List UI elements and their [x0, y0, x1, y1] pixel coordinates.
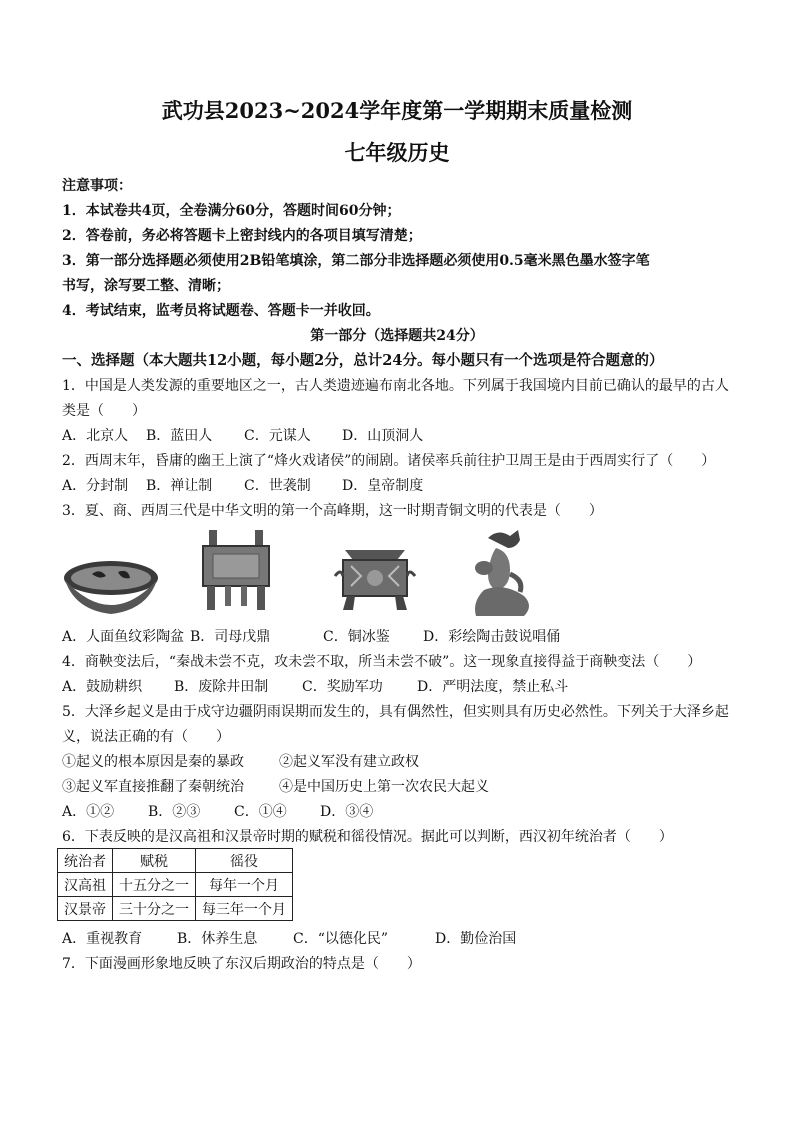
option-b[interactable]: B．禅让制 — [146, 478, 213, 494]
question-1-stem-cont: 类是（ ） — [62, 403, 146, 419]
table-header-row — [58, 849, 293, 873]
note-item: 2．答卷前，务必将答题卡上密封线内的各项目填写清楚； — [62, 228, 422, 244]
option-c[interactable]: C．铜冰鉴 — [323, 629, 390, 645]
drummer-figurine-image — [470, 528, 540, 620]
option-b[interactable]: B．②③ — [148, 804, 201, 820]
statement-1: ①起义的根本原因是秦的暴政 — [62, 754, 244, 770]
option-c[interactable]: C．奖励军功 — [302, 679, 383, 695]
question-5-options — [62, 803, 742, 821]
question-4-stem: 4．商鞅变法后，“秦战未尝不克，攻未尝不取，所当未尝不破”。这一现象直接得益于商鞅变法（ ） — [62, 654, 702, 670]
table-cell: 十五分之一 — [113, 873, 196, 897]
exam-title: 武功县2023~2024学年度第一学期期末质量检测 — [161, 98, 633, 123]
option-c[interactable]: C．元谋人 — [244, 428, 311, 444]
option-d[interactable]: D．山顶洞人 — [342, 428, 424, 444]
question-4-options — [62, 678, 742, 696]
option-a[interactable]: A．①② — [62, 804, 115, 820]
statement-4: ④是中国历史上第一次农民大起义 — [279, 779, 489, 795]
table-cell: 汉景帝 — [58, 897, 113, 921]
option-d[interactable]: D．皇帝制度 — [342, 478, 424, 494]
question-1-stem: 1．中国是人类发源的重要地区之一，古人类遗迹遍布南北各地。下列属于我国境内目前已确认的最早的古人 — [62, 378, 729, 394]
question-5-statements-row2 — [62, 778, 742, 796]
question-2-options — [62, 477, 742, 495]
question-1-options — [62, 427, 742, 445]
option-a[interactable]: A．分封制 — [62, 478, 129, 494]
tax-labor-table — [57, 848, 293, 921]
table-row — [58, 897, 293, 921]
table-cell: 每年一个月 — [196, 873, 293, 897]
option-a[interactable]: A．北京人 — [62, 428, 129, 444]
question-5-statements-row1 — [62, 753, 742, 771]
question-5-stem: 5．大泽乡起义是由于戍守边疆阴雨误期而发生的，具有偶然性，但实则具有历史必然性。下列关于大泽乡起 — [62, 704, 729, 720]
table-header-cell: 统治者 — [58, 849, 113, 873]
question-3-stem: 3．夏、商、西周三代是中华文明的第一个高峰期，这一时期青铜文明的代表是（ ） — [62, 503, 603, 519]
option-d[interactable]: D．彩绘陶击鼓说唱俑 — [423, 629, 561, 645]
option-b[interactable]: B．废除井田制 — [174, 679, 269, 695]
table-cell: 三十分之一 — [113, 897, 196, 921]
option-a[interactable]: A．重视教育 — [62, 931, 143, 947]
table-cell: 汉高祖 — [58, 873, 113, 897]
option-b[interactable]: B．蓝田人 — [146, 428, 213, 444]
bronze-ice-jian-image — [333, 542, 417, 614]
table-cell: 每三年一个月 — [196, 897, 293, 921]
option-c[interactable]: C．①④ — [234, 804, 287, 820]
table-row — [58, 873, 293, 897]
table-header-cell: 赋税 — [113, 849, 196, 873]
note-item: 3．第一部分选择题必须使用2B铅笔填涂，第二部分非选择题必须使用0.5毫米黑色墨水签字笔 — [62, 253, 650, 269]
option-d[interactable]: D．勤俭治国 — [435, 931, 517, 947]
option-c[interactable]: C．“以德化民” — [293, 931, 389, 947]
question-5-stem-cont: 义，说法正确的有（ ） — [62, 729, 230, 745]
question-6-stem: 6．下表反映的是汉高祖和汉景帝时期的赋税和徭役情况。据此可以判断，西汉初年统治者（ ） — [62, 829, 673, 845]
table-header-cell: 徭役 — [196, 849, 293, 873]
option-b[interactable]: B．司母戊鼎 — [190, 629, 271, 645]
exam-subject: 七年级历史 — [344, 140, 450, 165]
option-b[interactable]: B．休养生息 — [177, 931, 258, 947]
question-3-images — [60, 528, 740, 624]
question-2-stem: 2．西周末年，昏庸的幽王上演了“烽火戏诸侯”的闹剧。诸侯率兵前往护卫周王是由于西周实行了（ ） — [62, 453, 716, 469]
simuwu-ding-image — [195, 528, 277, 612]
notes-heading: 注意事项： — [62, 178, 132, 194]
option-a[interactable]: A．鼓励耕织 — [62, 679, 143, 695]
painted-pottery-basin-image — [62, 558, 160, 616]
statement-3: ③起义军直接推翻了秦朝统治 — [62, 779, 244, 795]
note-item: 书写，涂写要工整、清晰； — [62, 278, 230, 294]
part1-heading: 第一部分（选择题共24分） — [310, 328, 484, 344]
option-d[interactable]: D．③④ — [320, 804, 374, 820]
option-c[interactable]: C．世袭制 — [244, 478, 311, 494]
question-6-options — [62, 930, 742, 948]
note-item: 1．本试卷共4页，全卷满分60分，答题时间60分钟； — [62, 203, 401, 219]
option-a[interactable]: A．人面鱼纹彩陶盆 — [62, 629, 185, 645]
section-heading: 一、选择题（本大题共12小题，每小题2分，总计24分。每小题只有一个选项是符合题意的） — [62, 352, 664, 369]
note-item: 4．考试结束，监考员将试题卷、答题卡一并收回。 — [62, 303, 380, 319]
question-7-stem: 7．下面漫画形象地反映了东汉后期政治的特点是（ ） — [62, 956, 421, 972]
statement-2: ②起义军没有建立政权 — [279, 754, 419, 770]
option-d[interactable]: D．严明法度，禁止私斗 — [417, 679, 569, 695]
question-3-options — [62, 628, 742, 646]
